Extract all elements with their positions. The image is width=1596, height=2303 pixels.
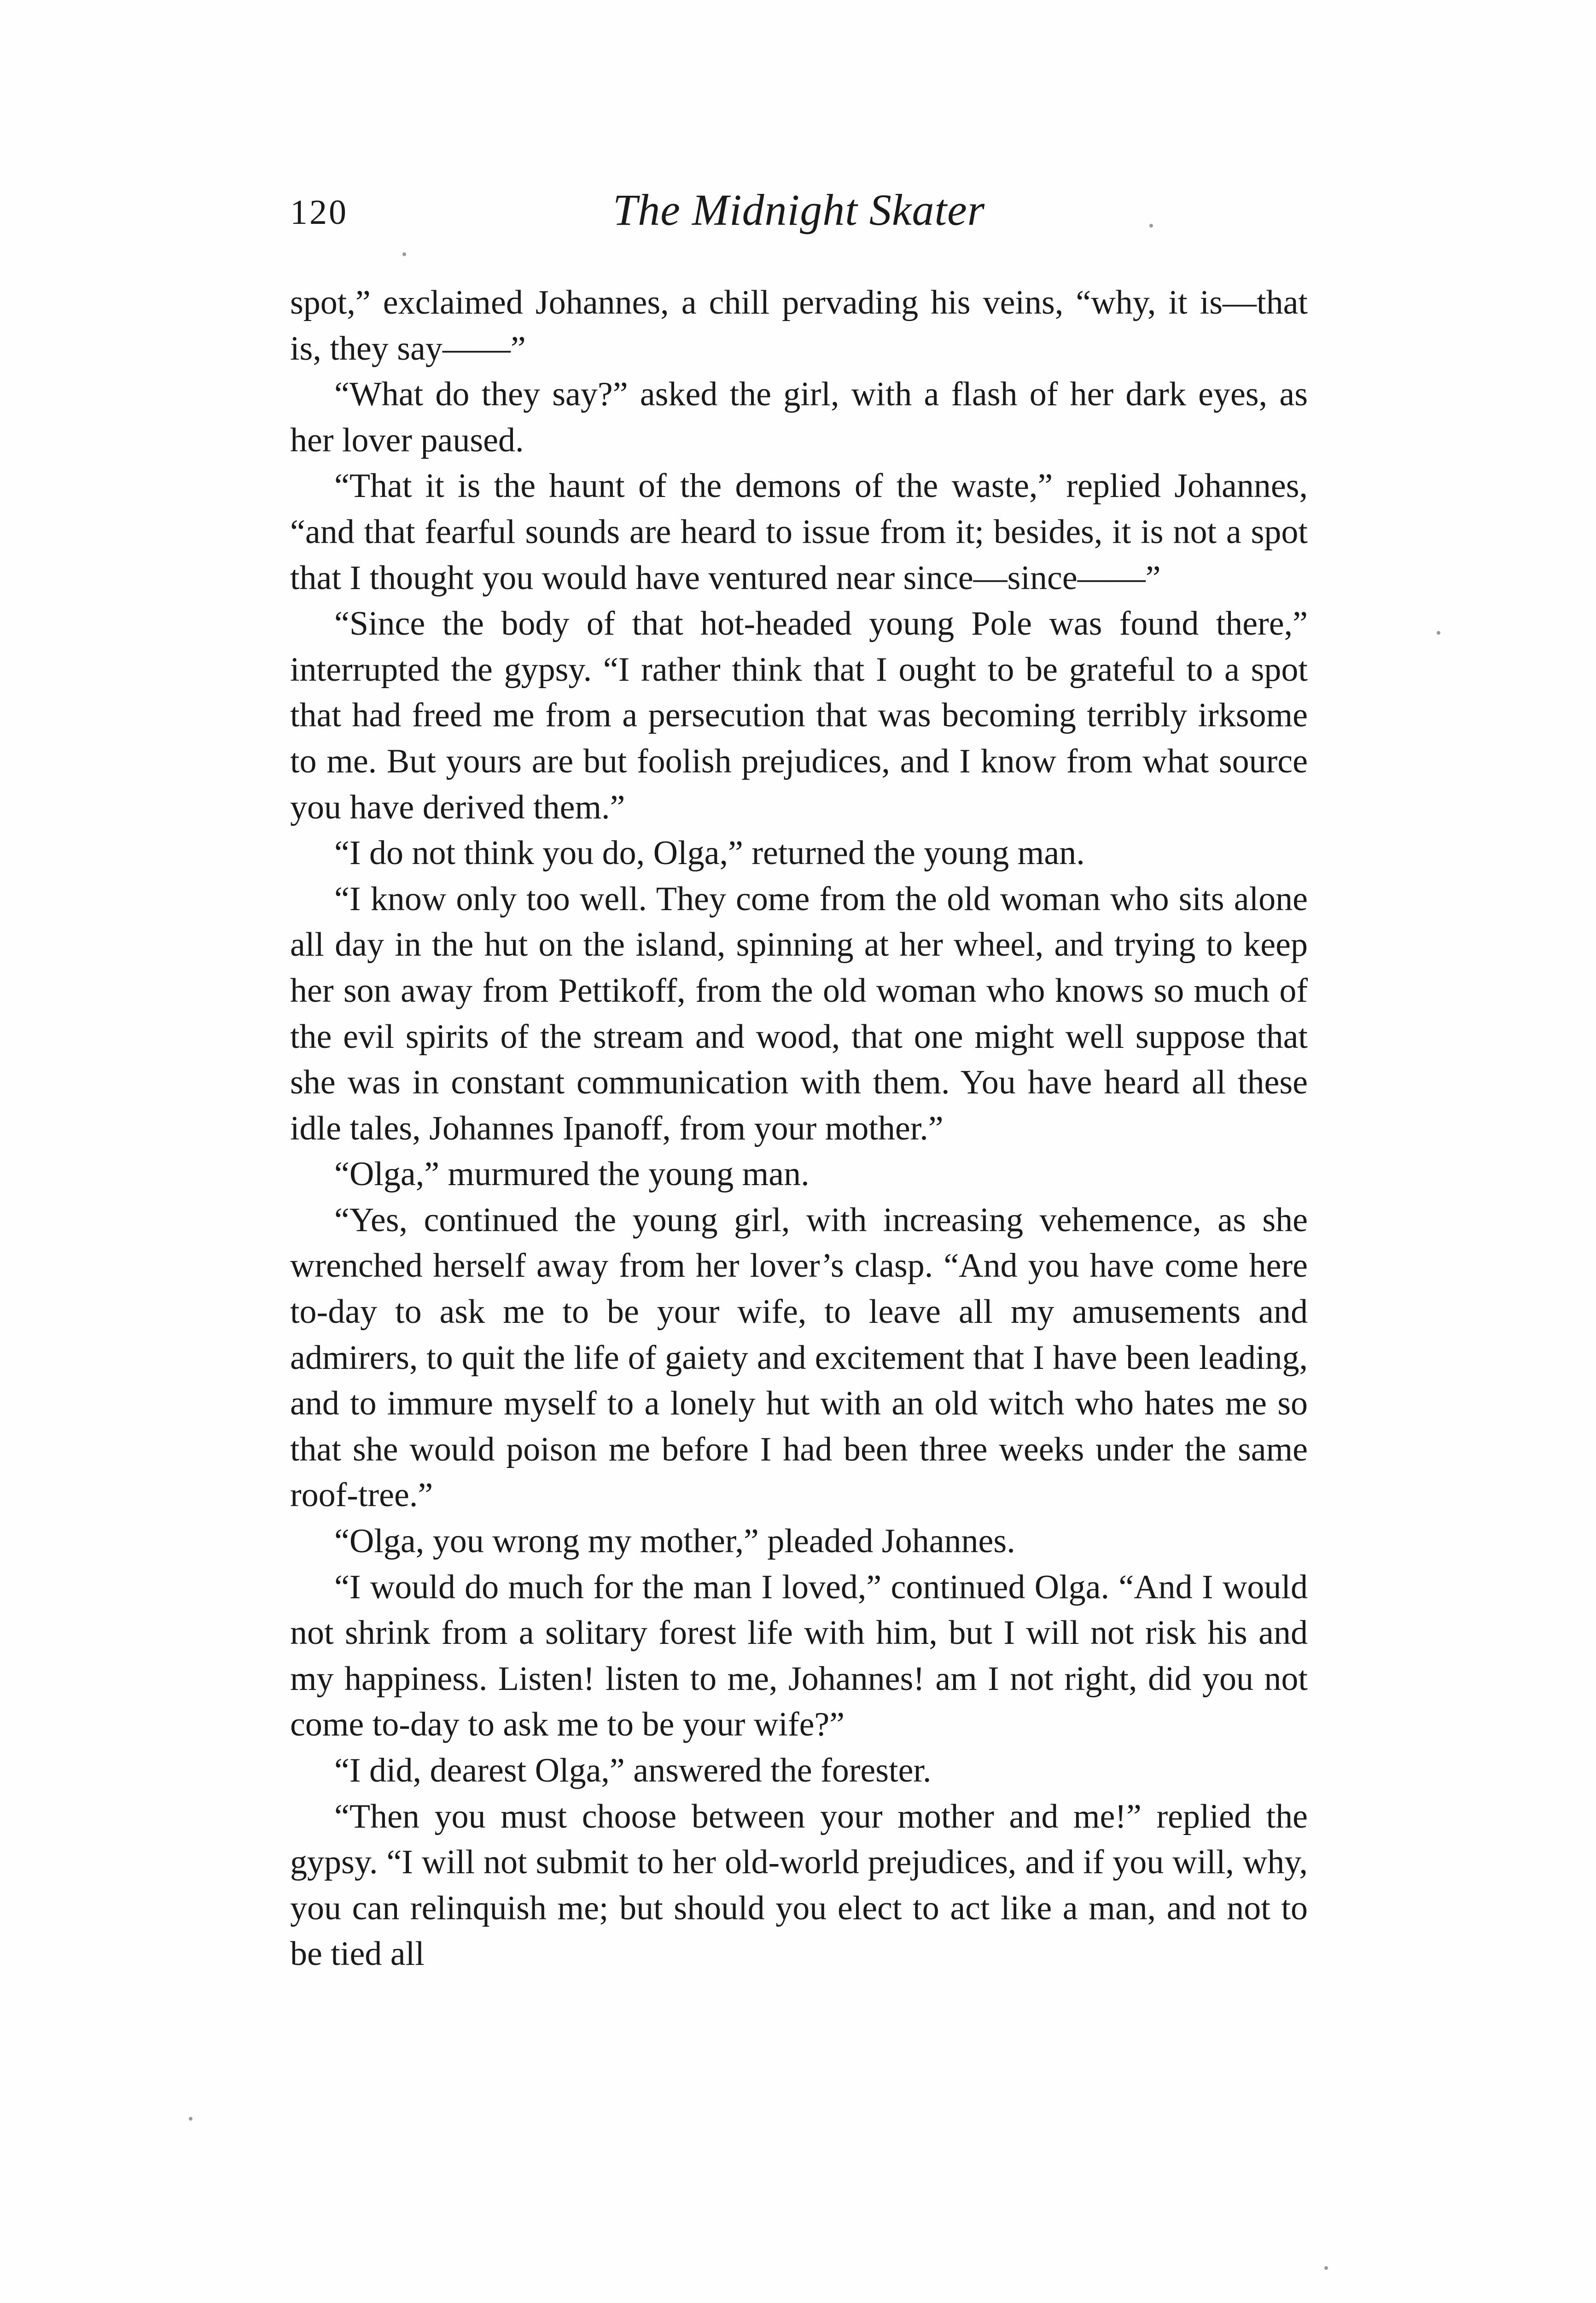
running-title: The Midnight Skater: [612, 185, 985, 234]
paragraph: “That it is the haunt of the demons of the waste,” replied Johannes, “and that fearful sounds are heard to issue from it; besides, it is not a spot that I thought you would have ventured near since—since——”: [290, 467, 1308, 597]
print-speck: [189, 2117, 192, 2121]
page-header: [290, 184, 1308, 253]
print-speck: [402, 252, 406, 256]
page-number: 120: [290, 193, 348, 232]
paragraph: “I would do much for the man I loved,” continued Olga. “And I would not shrink from a solitary forest life with him, but I will not risk his and my happiness. Listen! listen to me, Johannes! am I not right, did you not come to-day to ask me to be your wife?”: [290, 1568, 1308, 1744]
print-speck: [1437, 631, 1440, 635]
paragraph: “Since the body of that hot-headed young Pole was found there,” interrupted the gypsy. “I rather think that I ought to be grateful to a spot that had freed me from a persecution that was becoming terribly irksome to me. But yours are but foolish prejudices, and I know from what source you have derived them.”: [290, 605, 1308, 826]
paragraph: “Yes, continued the young girl, with increasing vehemence, as she wrenched herself away from her lover’s clasp. “And you have come here to-day to ask me to be your wife, to leave all my amusements and admirers, to quit the life of gaiety and excitement that I have been leading, and to immure myself to a lonely hut with an old witch who hates me so that she would poison me before I had been three weeks under the same roof-tree.”: [290, 1201, 1308, 1514]
paragraph: “Olga, you wrong my mother,” pleaded Johannes.: [334, 1522, 1015, 1561]
paragraph: “I do not think you do, Olga,” returned the young man.: [334, 834, 1085, 872]
paragraph: “What do they say?” asked the girl, with a flash of her dark eyes, as her lover paused.: [290, 375, 1308, 459]
paragraph: “I did, dearest Olga,” answered the forester.: [334, 1752, 932, 1789]
paragraph: spot,” exclaimed Johannes, a chill pervading his veins, “why, it is—that is, they say——”: [290, 284, 1308, 368]
body-text: [290, 280, 1308, 1977]
paragraph: “Olga,” murmured the young man.: [334, 1155, 810, 1193]
print-speck: [1149, 224, 1153, 228]
print-speck: [1324, 2266, 1328, 2270]
paragraph: “Then you must choose between your mother and me!” replied the gypsy. “I will not submit to her old-world prejudices, and if you will, why, you can relinquish me; but should you elect to act like a man, and not to be tied all: [290, 1797, 1308, 1973]
paragraph: “I know only too well. They come from the old woman who sits alone all day in the hut on the island, spinning at her wheel, and trying to keep her son away from Pettikoff, from the old woman who knows so much of the evil spirits of the stream and wood, that one might well suppose that she was in constant communication with them. You have heard all these idle tales, Johannes Ipanoff, from your mother.”: [290, 880, 1308, 1147]
